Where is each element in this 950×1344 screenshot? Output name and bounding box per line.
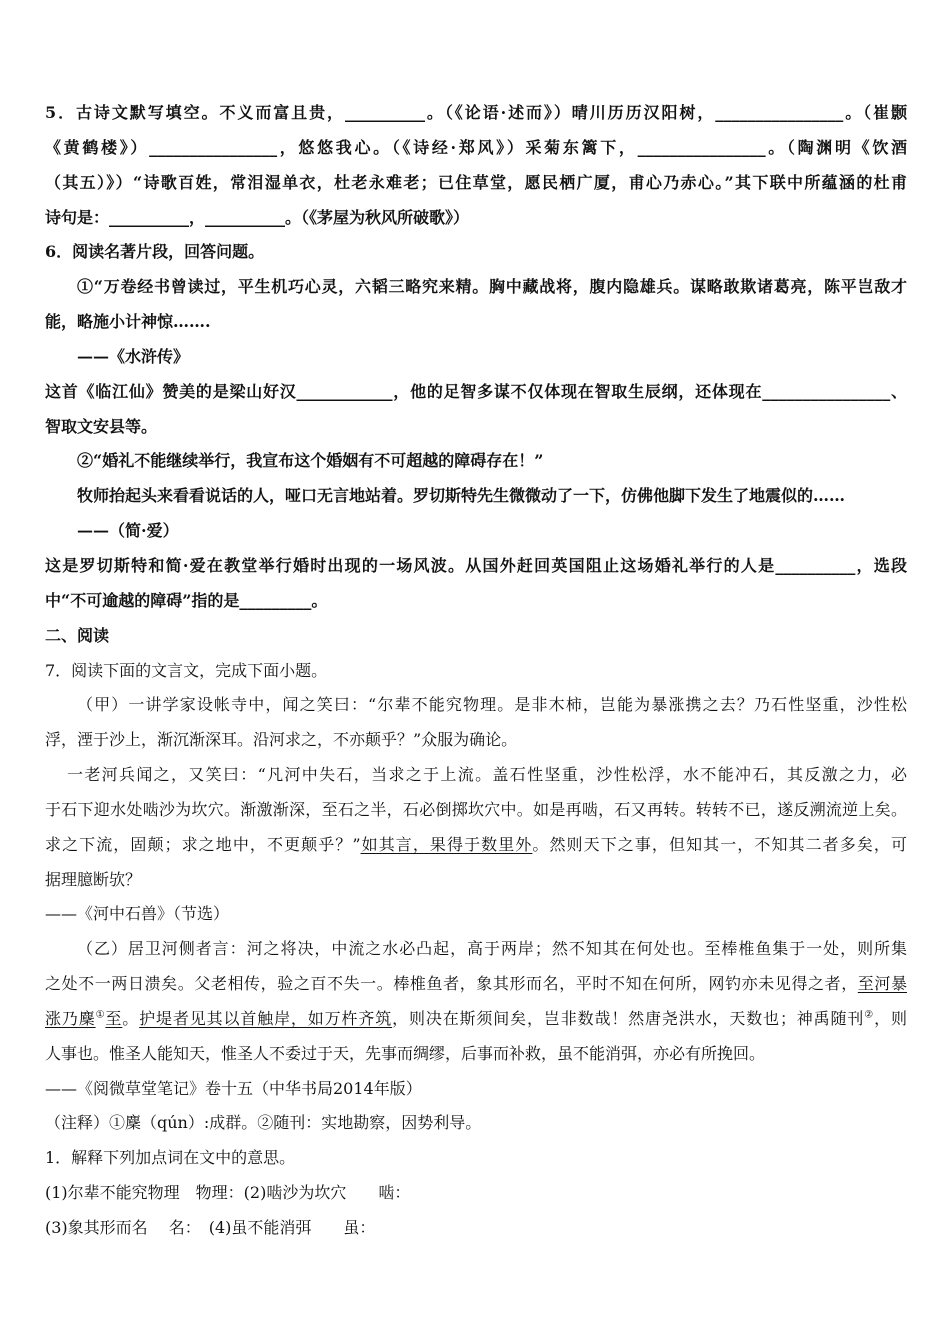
text-line: [45, 201, 907, 236]
text-line: [45, 96, 907, 131]
text-segment: (3)象其形而名 名： (4)虽不能消弭 虽：: [45, 1218, 376, 1237]
text-segment: 这是罗切斯特和简·爱在教堂举行婚时出现的一场风波。从国外赶回英国阻止这场婚礼举行的人是__________，选段: [45, 555, 907, 575]
text-segment: 。: [122, 1008, 140, 1028]
text-line: [45, 1211, 907, 1246]
paragraph: [45, 444, 907, 479]
text-segment: 能，略施小计神惊…….: [45, 312, 211, 332]
text-segment: 二、阅读: [45, 625, 110, 645]
text-line: [45, 793, 907, 828]
text-line: [45, 410, 907, 445]
text-line: [45, 688, 907, 723]
paragraph: [45, 758, 907, 897]
text-line: [45, 1141, 907, 1176]
document-page: [45, 96, 907, 1246]
paragraph: [45, 96, 907, 235]
text-line: [45, 270, 907, 305]
text-line: [45, 444, 907, 479]
text-segment: 诗句是：__________，__________。（《茅屋为秋风所破歌》）: [45, 207, 470, 227]
text-line: [45, 514, 907, 549]
underlined-text: 如其言，果得于数里外: [360, 834, 533, 854]
text-segment: （其五）》）“诗歌百姓，常泪湿单衣，杜老永难老；已住草堂，愿民栖广厦，甫心乃赤心。”其下联中所蕴涵的杜甫: [45, 172, 907, 192]
text-segment: 之处不一两日溃矣。父老相传，验之百不失一。棒椎鱼者，象其形而名，平时不知在何所，网钓亦未见得之者，: [45, 974, 858, 994]
text-segment: 浮，湮于沙上，渐沉渐深耳。沿河求之，不亦颠乎？”众服为确论。: [45, 730, 518, 750]
text-segment: ②“婚礼不能继续举行，我宣布这个婚姻有不可超越的障碍存在！”: [77, 451, 544, 471]
paragraph: [45, 897, 907, 932]
text-line: [45, 305, 907, 340]
text-line: [45, 619, 907, 654]
text-segment: 一老河兵闻之，又笑曰：“凡河中失石，当求之于上流。盖石性坚重，沙性松浮，水不能冲石，其反激之力，必: [67, 765, 907, 785]
text-line: [45, 584, 907, 619]
footnote-marker: ②: [864, 1009, 875, 1021]
text-segment: 智取文安县等。: [45, 416, 158, 436]
text-segment: ——《阅微草堂笔记》卷十五（中华书局2014年版）: [45, 1078, 422, 1098]
text-segment: 人事也。惟圣人能知天，惟圣人不委过于天，先事而绸缪，后事而补救，虽不能消弭，亦必有所挽回。: [45, 1043, 766, 1063]
text-segment: 据理臆断欤？: [45, 869, 142, 889]
text-segment: 6．阅读名著片段，回答问题。: [45, 242, 265, 262]
text-segment: 。然则天下之事，但知其一，不知其二者多矣，可: [532, 834, 907, 854]
text-segment: 这首《临江仙》赞美的是梁山好汉____________，他的足智多谋不仅体现在智取生辰纲，还体现在________________、: [45, 381, 907, 401]
footnote-marker: ①: [95, 1009, 106, 1021]
text-line: [45, 723, 907, 758]
text-segment: 求之下流，固颠；求之地中，不更颠乎？”: [45, 834, 361, 854]
text-line: [45, 131, 907, 166]
paragraph: [45, 1072, 907, 1107]
paragraph: [45, 549, 907, 619]
text-segment: 1．解释下列加点词在文中的意思。: [45, 1148, 296, 1168]
text-segment: ，则: [874, 1008, 907, 1028]
paragraph: [45, 619, 907, 654]
text-line: [45, 166, 907, 201]
text-segment: 于石下迎水处啮沙为坎穴。渐激渐深，至石之半，石必倒掷坎穴中。如是再啮，石又再转。转转不已，遂反溯流逆上矣。: [45, 799, 907, 819]
text-segment: ——《水浒传》: [77, 346, 190, 366]
text-line: [45, 758, 907, 793]
text-line: [45, 828, 907, 863]
text-segment: 牧师抬起头来看看说话的人，哑口无言地站着。罗切斯特先生微微动了一下，仿佛他脚下发生了地震似的……: [77, 486, 846, 506]
paragraph: [45, 688, 907, 758]
text-line: [45, 1002, 907, 1037]
paragraph: [45, 1211, 907, 1246]
paragraph: [45, 514, 907, 549]
text-line: [45, 1072, 907, 1107]
text-line: [45, 549, 907, 584]
underlined-text: 涨乃麇: [45, 1008, 96, 1028]
paragraph: [45, 654, 907, 689]
paragraph: [45, 235, 907, 270]
text-line: [45, 479, 907, 514]
text-segment: （乙）居卫河侧者言：河之将决，中流之水必凸起，高于两岸；然不知其在何处也。至棒椎鱼集于一处，则所集: [77, 939, 907, 959]
underlined-text: 至河暴: [857, 974, 907, 994]
text-segment: （甲）一讲学家设帐寺中，闻之笑曰：“尔辈不能究物理。是非木柿，岂能为暴涨携之去？乃石性坚重，沙性松: [77, 695, 907, 715]
text-line: [45, 967, 907, 1002]
paragraph: [45, 1106, 907, 1141]
text-segment: 中“不可逾越的障碍”指的是_________。: [45, 590, 328, 610]
text-segment: 《黄鹤楼》）________________，悠悠我心。（《诗经·郑风》）采菊东篱下，________________。（陶渊明《饮酒: [45, 137, 907, 157]
text-segment: 5．古诗文默写填空。不义而富且贵，__________。（《论语·述而》）晴川历历汉阳树，________________。（崔颢: [45, 103, 907, 122]
text-segment: ①“万卷经书曾读过，平生机巧心灵，六韬三略究来精。胸中藏战将，腹内隐雄兵。谋略敢欺诸葛亮，陈平岂敌才: [77, 277, 907, 297]
text-segment: ，则决在斯须间矣，岂非数哉！然唐尧洪水，天数也；神禹随刊: [392, 1008, 865, 1028]
text-line: [45, 340, 907, 375]
paragraph: [45, 270, 907, 340]
text-line: [45, 1176, 907, 1211]
text-line: [45, 1106, 907, 1141]
underlined-text: 护堤者见其以首触岸，如万杵齐筑: [139, 1008, 393, 1028]
paragraph: [45, 1176, 907, 1211]
paragraph: [45, 1141, 907, 1176]
text-line: [45, 932, 907, 967]
text-line: [45, 654, 907, 689]
text-segment: ——（简·爱）: [77, 521, 179, 541]
paragraph: [45, 479, 907, 514]
text-line: [45, 863, 907, 898]
paragraph: [45, 340, 907, 375]
text-line: [45, 1037, 907, 1072]
text-segment: 7．阅读下面的文言文，完成下面小题。: [45, 660, 328, 680]
paragraph: [45, 932, 907, 1071]
text-segment: ——《河中石兽》（节选）: [45, 904, 230, 924]
paragraph: [45, 375, 907, 445]
text-line: [45, 375, 907, 410]
text-line: [45, 235, 907, 270]
underlined-text: 至: [105, 1008, 123, 1028]
text-segment: （注释）①麇（qún）:成群。②随刊：实地勘察，因势利导。: [45, 1113, 482, 1133]
text-line: [45, 897, 907, 932]
text-segment: (1)尔辈不能究物理 物理：(2)啮沙为坎穴 啮：: [45, 1183, 411, 1203]
